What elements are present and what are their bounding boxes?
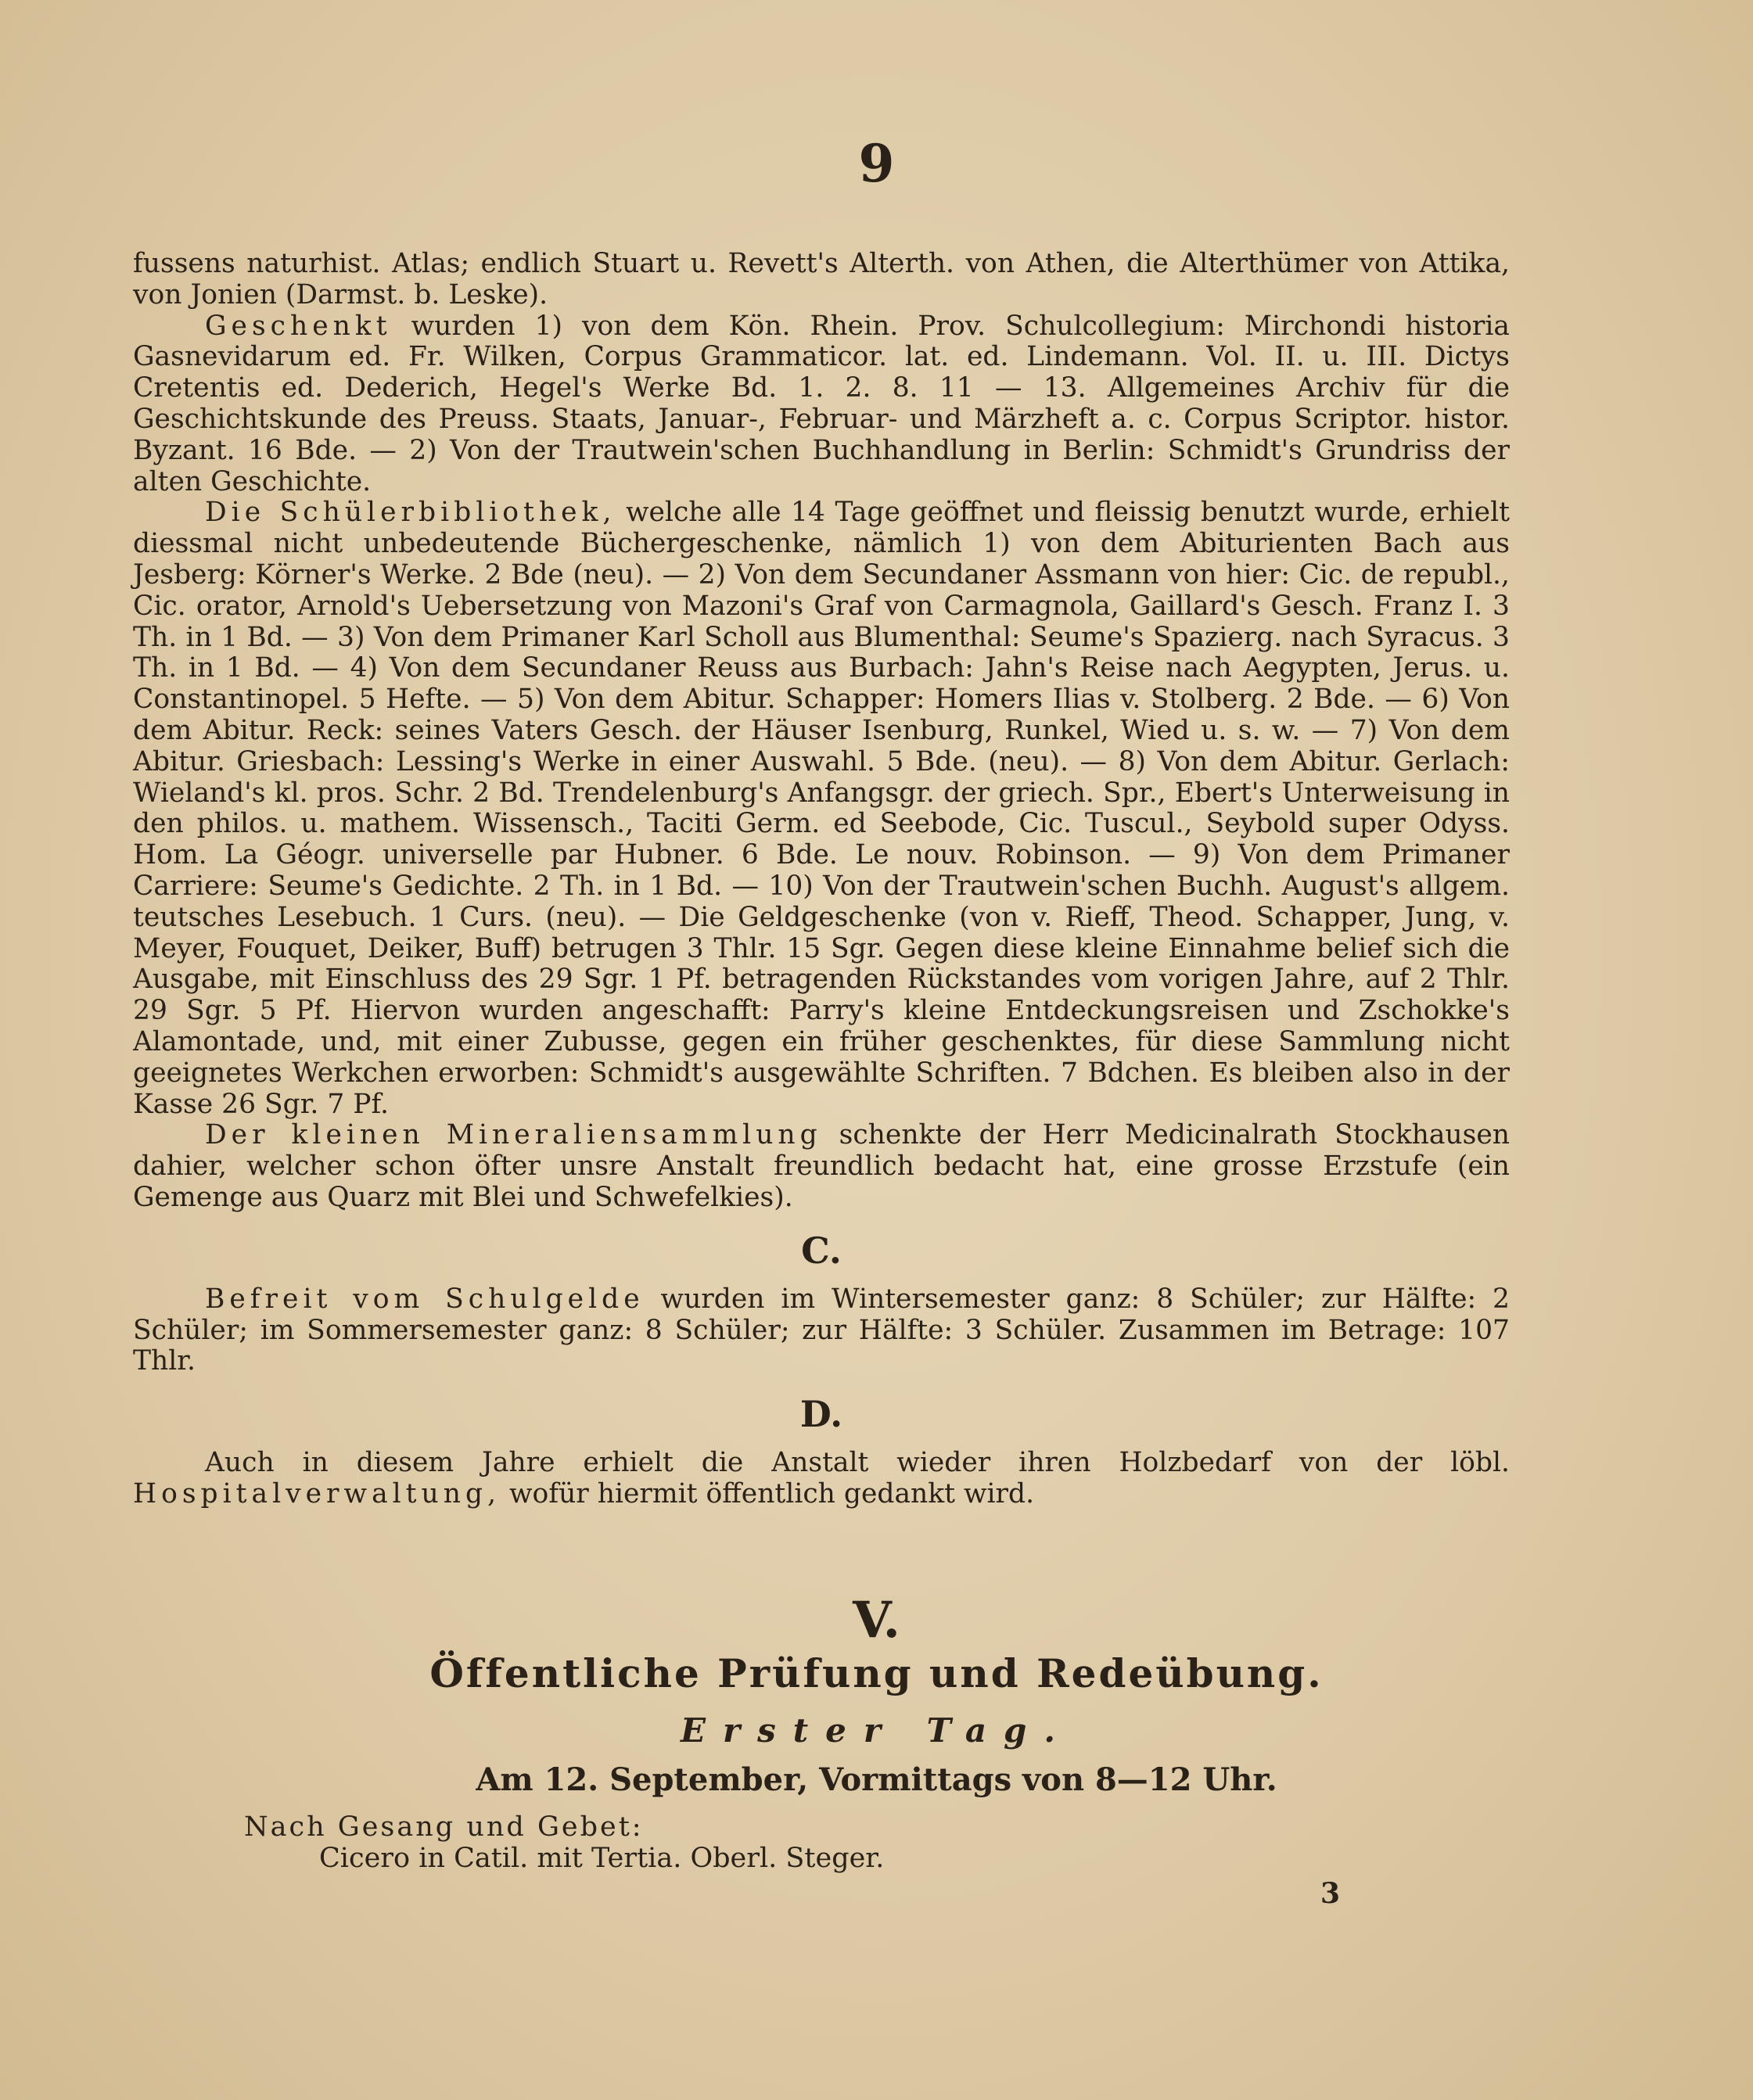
paragraph-emphasis: Hospitalverwaltung, <box>133 1477 501 1509</box>
paragraph-lead: Die Schülerbibliothek, <box>205 497 616 529</box>
part-title: Öffentliche Prüfung und Redeübung. <box>429 1650 1324 1696</box>
paragraph-lead: Geschenkt <box>205 310 392 342</box>
paragraph-text: welche alle 14 Tage geöffnet und fleissig benutzt wurde, erhielt diessmal nicht unbedeutende Büchergeschenke, nämlich 1) von dem Abiturienten Bach aus Jesberg: Körner's Werke. 2 Bde (neu). — 2) Von dem Secundaner Assmann von hier: Cic. de republ., Cic. orator, Arnold's Uebersetzung von Mazoni's Graf von Carmagnola, Gaillard's Gesch. Franz I. 3 Th. in 1 Bd. — 3) Von dem Primaner Karl Scholl aus Blumenthal: Seume's Spazierg. nach Syracus. 3 Th. in 1 Bd. — 4) Von dem Secundaner Reuss aus Burbach: Jahn's Reise nach Aegypten, Jerus. u. Constantinopel. 5 Hefte. — 5) Von dem Abitur. Schapper: Homers Ilias v. Stolberg. 2 Bde. — 6) Von dem Abitur. Reck: seines Vaters Gesch. der Häuser Isenburg, Runkel, Wied u. s. w. — 7) Von dem Abitur. Griesbach: Lessing's Werke in einer Auswahl. 5 Bde. (neu). — 8) Von dem Abitur. Gerlach: Wieland's kl. pros. Schr. 2 Bd. Trendelenburg's Anfangsgr. der griech. Spr., Ebert's Unterweisung in den philos. u. mathem. Wissensch., Taciti Germ. ed Seebode, Cic. Tuscul., Seybold super Odyss. Hom. La Géogr. universelle par Hubner. 6 Bde. Le nouv. Robinson. — 9) Von dem Primaner Carriere: Seume's Gedichte. 2 Th. in 1 Bd. — 10) Von der Trautwein'schen Buchh. August's allgem. teutsches Lesebuch. 1 Curs. (neu). — Die Geldgeschenke (von v. Rieff, Theod. Schapper, Jung, v. Meyer, Fouquet, Deiker, Buff) betrugen 3 Thlr. 15 Sgr. Gegen diese kleine Einnahme belief sich die Ausgabe, mit Einschluss des 29 Sgr. 1 Pf. betragenden Rückstandes vom vorigen Jahre, auf 2 Thlr. 29 Sgr. 5 Pf. Hiervon wurden angeschafft: Parry's kleine Entdeckungsreisen und Zschokke's Alamontade, und, mit einer Zubusse, gegen ein früher geschenktes, für diese Sammlung nicht geeignetes Werkchen erworben: Schmidt's ausgewählte Schriften. 7 Bdchen. Es bleiben also in der Kasse 26 Sgr. 7 Pf. <box>133 497 1510 1120</box>
paragraph-text: wurden im Wintersemester ganz: 8 Schüler; zur Hälfte: 2 Schüler; im Sommersemester ganz: 8 Schüler; zur Hälfte: 3 Schüler. Zusammen im Betrage: 107 Thlr. <box>133 1283 1510 1377</box>
paragraph-gifts <box>133 311 1510 498</box>
paragraph-firewood <box>133 1448 1510 1510</box>
paragraph-continued <box>133 249 1510 311</box>
body-text <box>133 249 1510 1510</box>
signature-mark: 3 <box>1320 1877 1341 1910</box>
paragraph-lead: Befreit vom Schulgelde <box>205 1283 645 1315</box>
page-number: 9 <box>858 133 895 194</box>
paragraph-text: wurden 1) von dem Kön. Rhein. Prov. Schulcollegium: Mirchondi historia Gasnevidarum ed. Fr. Wilken, Corpus Grammaticor. lat. ed. Lindemann. Vol. II. u. III. Dictys Cretentis ed. Dederich, Hegel's Werke Bd. 1. 2. 8. 11 — 13. Allgemeines Archiv für die Geschichtskunde des Preuss. Staats, Januar-, Februar- und Märzheft a. c. Corpus Scriptor. histor. Byzant. 16 Bde. — 2) Von der Trautwein'schen Buchhandlung in Berlin: Schmidt's Grundriss der alten Geschichte. <box>133 310 1510 497</box>
paragraph-lead: Der kleinen Mineraliensammlung <box>205 1119 822 1151</box>
day-title: Erster Tag. <box>680 1711 1073 1750</box>
program-item: Cicero in Catil. mit Tertia. Oberl. Steger. <box>319 1843 885 1874</box>
section-heading-d: D. <box>799 1393 843 1436</box>
paragraph-school-fees <box>133 1284 1510 1377</box>
program-intro: Nach Gesang und Gebet: <box>244 1811 644 1843</box>
paragraph-text: schenkte der Herr Medicinalrath Stockhausen dahier, welcher schon öfter unsre Anstalt freundlich bedacht hat, eine grosse Erzstufe (ein Gemenge aus Quarz mit Blei und Schwefelkies). <box>133 1119 1510 1213</box>
paragraph-text: fussens naturhist. Atlas; endlich Stuart u. Revett's Alterth. von Athen, die Alterthümer von Attika, von Jonien (Darmst. b. Leske). <box>133 248 1510 311</box>
part-numeral: V. <box>853 1591 900 1649</box>
paragraph-text: Auch in diesem Jahre erhielt die Anstalt wieder ihren Holzbedarf von der löbl. <box>205 1447 1510 1479</box>
date-line: Am 12. September, Vormittags von 8—12 Uhr. <box>476 1761 1277 1798</box>
paragraph-student-library <box>133 497 1510 1120</box>
paragraph-text: wofür hiermit öffentlich gedankt wird. <box>501 1477 1035 1509</box>
paragraph-mineral-collection <box>133 1120 1510 1213</box>
section-heading-c: C. <box>801 1229 842 1272</box>
